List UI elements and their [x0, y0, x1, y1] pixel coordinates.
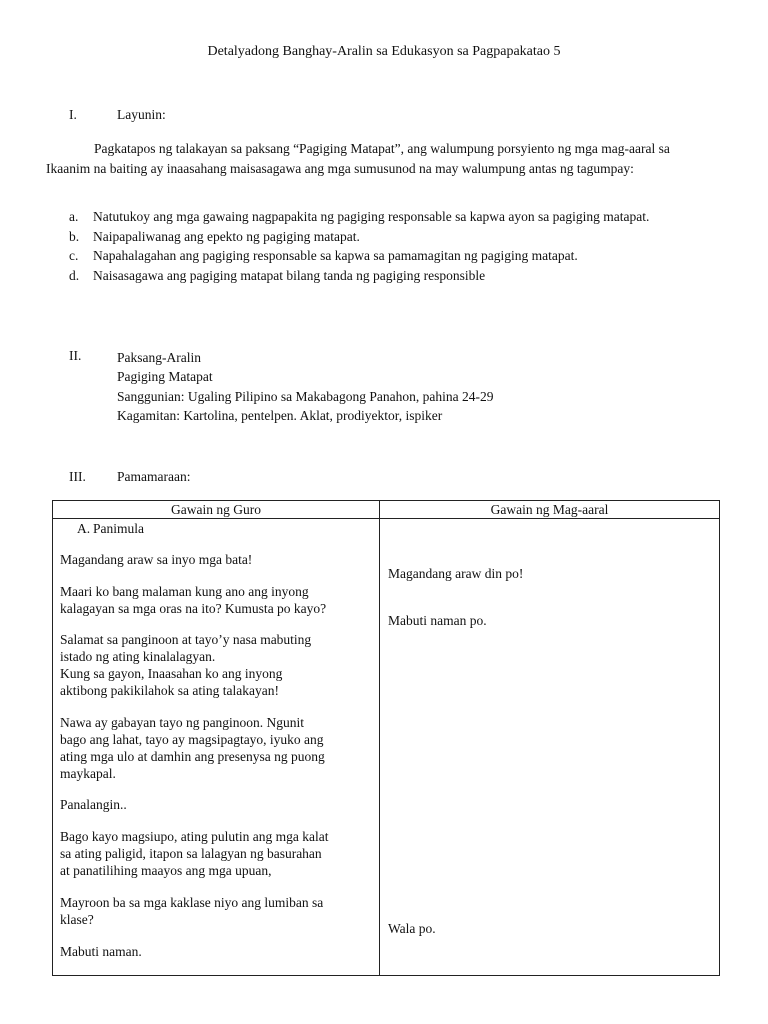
objective-item [69, 207, 719, 227]
teacher-column-header: Gawain ng Guro [53, 501, 380, 519]
teacher-line: kalagayan sa mga oras na ito? Kumusta po kayo? [60, 601, 327, 616]
teacher-line: Salamat sa panginoon at tayo’y nasa mabuting [60, 632, 312, 647]
teacher-line: at panatilihing maayos ang mga upuan, [60, 863, 272, 878]
objective-item [69, 266, 719, 286]
section-2-number: II. [69, 348, 82, 363]
objective-letter: b. [69, 228, 80, 244]
table-row [53, 519, 720, 976]
teacher-line: Mabuti naman. [60, 944, 142, 959]
objective-letter: a. [69, 209, 79, 224]
section-3-heading: Pamamaraan: [117, 469, 191, 484]
topic-text: Pagiging Matapat [117, 369, 213, 385]
materials-text: Kagamitan: Kartolina, pentelpen. Aklat, prodiyektor, ispiker [117, 407, 443, 423]
section-1-number: I. [69, 107, 77, 122]
section-1-heading: Layunin: [117, 107, 166, 122]
student-column-header: Gawain ng Mag-aaral [380, 501, 720, 519]
teacher-line: Panalangin.. [60, 797, 127, 812]
reference-text: Sanggunian: Ugaling Pilipino sa Makabagong Panahon, pahina 24-29 [117, 388, 494, 404]
objectives-intro-paragraph: Pagkatapos ng talakayan sa paksang “Pagiging Matapat”, ang walumpung porsyiento ng mga mag-aaral sa Ikaanim na baiting ay inaasahang maisasagawa ang mga sumusunod na may walumpung antas ng tagumpay: [46, 141, 670, 176]
subheading-text: Panimula [93, 521, 144, 536]
teacher-line: Magandang araw sa inyo mga bata! [60, 552, 253, 567]
teacher-activity-cell [53, 519, 380, 976]
student-activity-cell [380, 519, 720, 976]
objective-text: Napahalagahan ang pagiging responsable sa kapwa sa pamamagitan ng pagiging matapat. [93, 248, 578, 263]
table-header-row [53, 501, 720, 519]
objective-text: Naipapaliwanag ang epekto ng pagiging matapat. [93, 228, 360, 244]
objective-letter: d. [69, 267, 80, 283]
teacher-line: Kung sa gayon, Inaasahan ko ang inyong [60, 666, 283, 681]
teacher-line: klase? [60, 912, 94, 927]
teacher-line: Maari ko bang malaman kung ano ang inyong [60, 584, 309, 599]
teacher-line: Nawa ay gabayan tayo ng panginoon. Ngunit [60, 715, 305, 730]
objective-text: Naisasagawa ang pagiging matapat bilang tanda ng pagiging responsible [93, 267, 486, 283]
objective-item [69, 227, 719, 247]
objective-text: Natutukoy ang mga gawaing nagpapakita ng pagiging responsable sa kapwa ayon sa pagiging matapat. [93, 209, 650, 224]
section-2-heading: Paksang-Aralin [117, 350, 201, 365]
student-line: Magandang araw din po! [388, 566, 524, 581]
objective-item [69, 246, 719, 266]
subheading-letter: A. [77, 521, 91, 536]
procedure-table [52, 500, 720, 976]
section-3-number: III. [69, 469, 86, 484]
teacher-line: sa ating paligid, itapon sa lalagyan ng basurahan [60, 846, 322, 861]
objectives-list [69, 207, 719, 285]
teacher-line: istado ng ating kinalalagyan. [60, 649, 216, 664]
objective-letter: c. [69, 248, 79, 263]
teacher-line: Bago kayo magsiupo, ating pulutin ang mga kalat [60, 829, 329, 844]
student-line: Mabuti naman po. [388, 613, 487, 628]
teacher-line: aktibong pakikilahok sa ating talakayan! [60, 683, 279, 698]
teacher-line: bago ang lahat, tayo ay magsipagtayo, iyuko ang [60, 732, 324, 747]
teacher-line: maykapal. [60, 766, 116, 781]
subject-matter-block [117, 348, 493, 425]
table-subheading [77, 521, 144, 537]
teacher-line: Mayroon ba sa mga kaklase niyo ang lumiban sa [60, 895, 324, 910]
student-line: Wala po. [388, 921, 436, 936]
teacher-line: ating mga ulo at damhin ang presenysa ng puong [60, 749, 325, 764]
document-title: Detalyadong Banghay-Aralin sa Edukasyon sa Pagpapakatao 5 [207, 44, 561, 59]
